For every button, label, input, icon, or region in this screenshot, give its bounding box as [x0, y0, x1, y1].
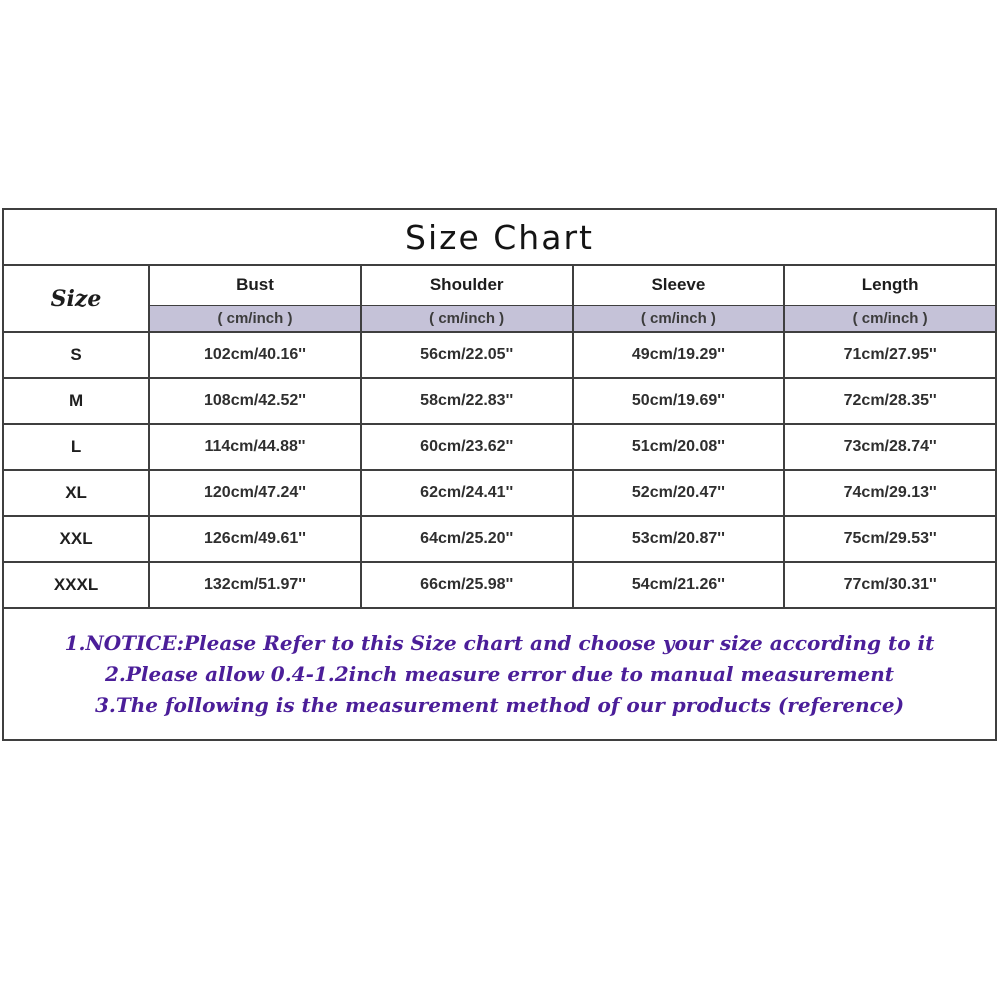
size-cell: S [3, 332, 149, 378]
col-header-shoulder: Shoulder [361, 265, 573, 305]
size-cell: M [3, 378, 149, 424]
size-cell: XXXL [3, 562, 149, 608]
measurement-cell: 72cm/28.35'' [784, 378, 996, 424]
measurement-cell: 77cm/30.31'' [784, 562, 996, 608]
notice-row [3, 608, 996, 740]
measurement-cell: 60cm/23.62'' [361, 424, 573, 470]
measurement-cell: 114cm/44.88'' [149, 424, 361, 470]
size-cell: XXL [3, 516, 149, 562]
table-row [3, 516, 996, 562]
measurement-cell: 53cm/20.87'' [573, 516, 785, 562]
measurement-cell: 62cm/24.41'' [361, 470, 573, 516]
measurement-cell: 120cm/47.24'' [149, 470, 361, 516]
unit-label-bust: ( cm/inch ) [149, 305, 361, 332]
table-row [3, 378, 996, 424]
unit-label-shoulder: ( cm/inch ) [361, 305, 573, 332]
notice-line-2: 2.Please allow 0.4-1.2inch measure error due to manual measurement [104, 662, 895, 686]
measurement-cell: 66cm/25.98'' [361, 562, 573, 608]
measurement-cell: 73cm/28.74'' [784, 424, 996, 470]
notice-line-3: 3.The following is the measurement method of our products (reference) [94, 693, 905, 717]
table-row [3, 332, 996, 378]
measurement-cell: 58cm/22.83'' [361, 378, 573, 424]
measurement-cell: 126cm/49.61'' [149, 516, 361, 562]
measurement-cell: 49cm/19.29'' [573, 332, 785, 378]
unit-label-length: ( cm/inch ) [784, 305, 996, 332]
measurement-cell: 50cm/19.69'' [573, 378, 785, 424]
chart-title: Size Chart [3, 209, 996, 265]
table-row [3, 424, 996, 470]
measurement-cell: 64cm/25.20'' [361, 516, 573, 562]
column-header-row [3, 265, 996, 305]
size-cell: L [3, 424, 149, 470]
unit-row [3, 305, 996, 332]
table-row [3, 562, 996, 608]
measurement-cell: 51cm/20.08'' [573, 424, 785, 470]
notice-lines [4, 631, 995, 717]
notice-line-1: 1.NOTICE:Please Refer to this Size chart and choose your size according to it [64, 631, 935, 655]
size-chart-table [2, 208, 997, 741]
measurement-cell: 132cm/51.97'' [149, 562, 361, 608]
table-row [3, 470, 996, 516]
col-header-sleeve: Sleeve [573, 265, 785, 305]
size-cell: XL [3, 470, 149, 516]
measurement-cell: 71cm/27.95'' [784, 332, 996, 378]
notice-section [3, 608, 996, 740]
measurement-cell: 75cm/29.53'' [784, 516, 996, 562]
col-header-length: Length [784, 265, 996, 305]
measurement-cell: 56cm/22.05'' [361, 332, 573, 378]
measurement-cell: 108cm/42.52'' [149, 378, 361, 424]
measurement-cell: 52cm/20.47'' [573, 470, 785, 516]
title-row [3, 209, 996, 265]
measurement-cell: 102cm/40.16'' [149, 332, 361, 378]
unit-label-sleeve: ( cm/inch ) [573, 305, 785, 332]
col-header-bust: Bust [149, 265, 361, 305]
col-header-size: Size [3, 265, 149, 332]
measurement-cell: 54cm/21.26'' [573, 562, 785, 608]
measurement-cell: 74cm/29.13'' [784, 470, 996, 516]
